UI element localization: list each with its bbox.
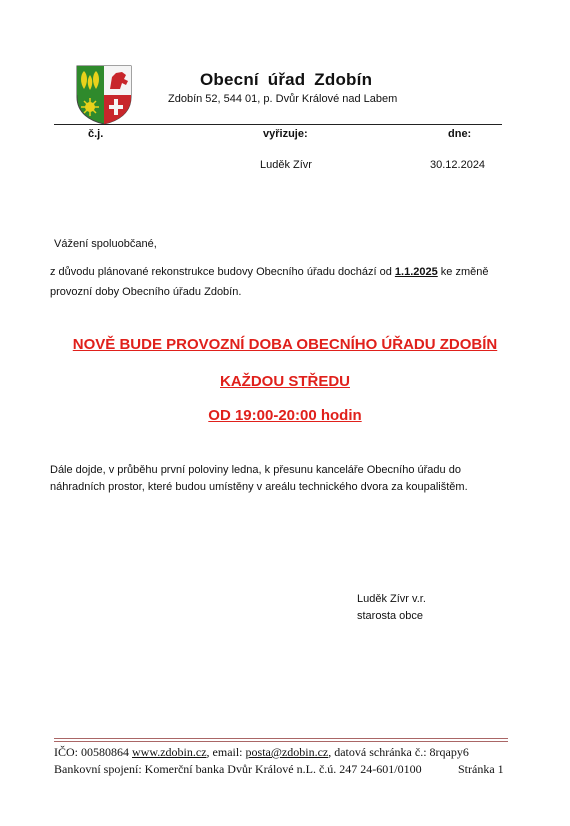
- header-divider: [54, 124, 502, 125]
- handled-by-value: Luděk Zívr: [260, 159, 312, 171]
- footer-email-label: , email:: [206, 745, 246, 759]
- date-value: 30.12.2024: [430, 159, 486, 171]
- footer-website-link[interactable]: www.zdobin.cz: [132, 745, 207, 759]
- signature-block: [357, 591, 426, 625]
- footer-ico: IČO: 00580864: [54, 745, 132, 759]
- footer-databox: , datová schránka č.: 8rqapy6: [328, 745, 469, 759]
- reference-number-label: č.j.: [88, 128, 104, 140]
- paragraph-1-line-2: provozní doby Obecního úřadu Zdobín.: [50, 286, 242, 298]
- municipal-crest-logo: [76, 65, 132, 125]
- footer-divider-bottom: [54, 741, 508, 742]
- footer-email-link[interactable]: posta@zdobin.cz: [245, 745, 329, 759]
- footer-page-number: Stránka 1: [458, 762, 504, 776]
- footer-contact-line: [54, 745, 469, 760]
- footer-divider-top: [54, 738, 508, 739]
- salutation: Vážení spoluobčané,: [54, 238, 157, 250]
- effective-date: 1.1.2025: [394, 266, 438, 278]
- notice-hours: OD 19:00-20:00 hodin: [208, 407, 362, 424]
- date-label: dne:: [448, 128, 472, 140]
- office-address: Zdobín 52, 544 01, p. Dvůr Králové nad Labem: [168, 93, 398, 105]
- office-title: Obecní úřad Zdobín: [200, 70, 373, 89]
- paragraph-1-text: z důvodu plánované rekonstrukce budovy Obecního úřadu dochází od: [50, 266, 395, 278]
- notice-weekday: KAŽDOU STŘEDU: [220, 373, 350, 390]
- notice-heading: NOVĚ BUDE PROVOZNÍ DOBA OBECNÍHO ÚŘADU ZDOBÍN: [72, 336, 498, 353]
- paragraph-2: [50, 462, 520, 496]
- footer-bank-line: Bankovní spojení: Komerční banka Dvůr Králové n.L. č.ú. 247 24-601/0100: [54, 762, 422, 776]
- paragraph-1-text-end: ke změně: [437, 266, 489, 278]
- paragraph-2-line-1: Dále dojde, v průběhu první poloviny ledna, k přesunu kanceláře Obecního úřadu do: [50, 464, 461, 476]
- paragraph-1: [50, 264, 520, 301]
- signature-role: starosta obce: [357, 610, 424, 622]
- paragraph-2-line-2: náhradních prostor, které budou umístěny v areálu technického dvora za koupalištěm.: [50, 481, 468, 493]
- signature-name: Luděk Zívr v.r.: [357, 593, 426, 605]
- handled-by-label: vyřizuje:: [263, 128, 308, 140]
